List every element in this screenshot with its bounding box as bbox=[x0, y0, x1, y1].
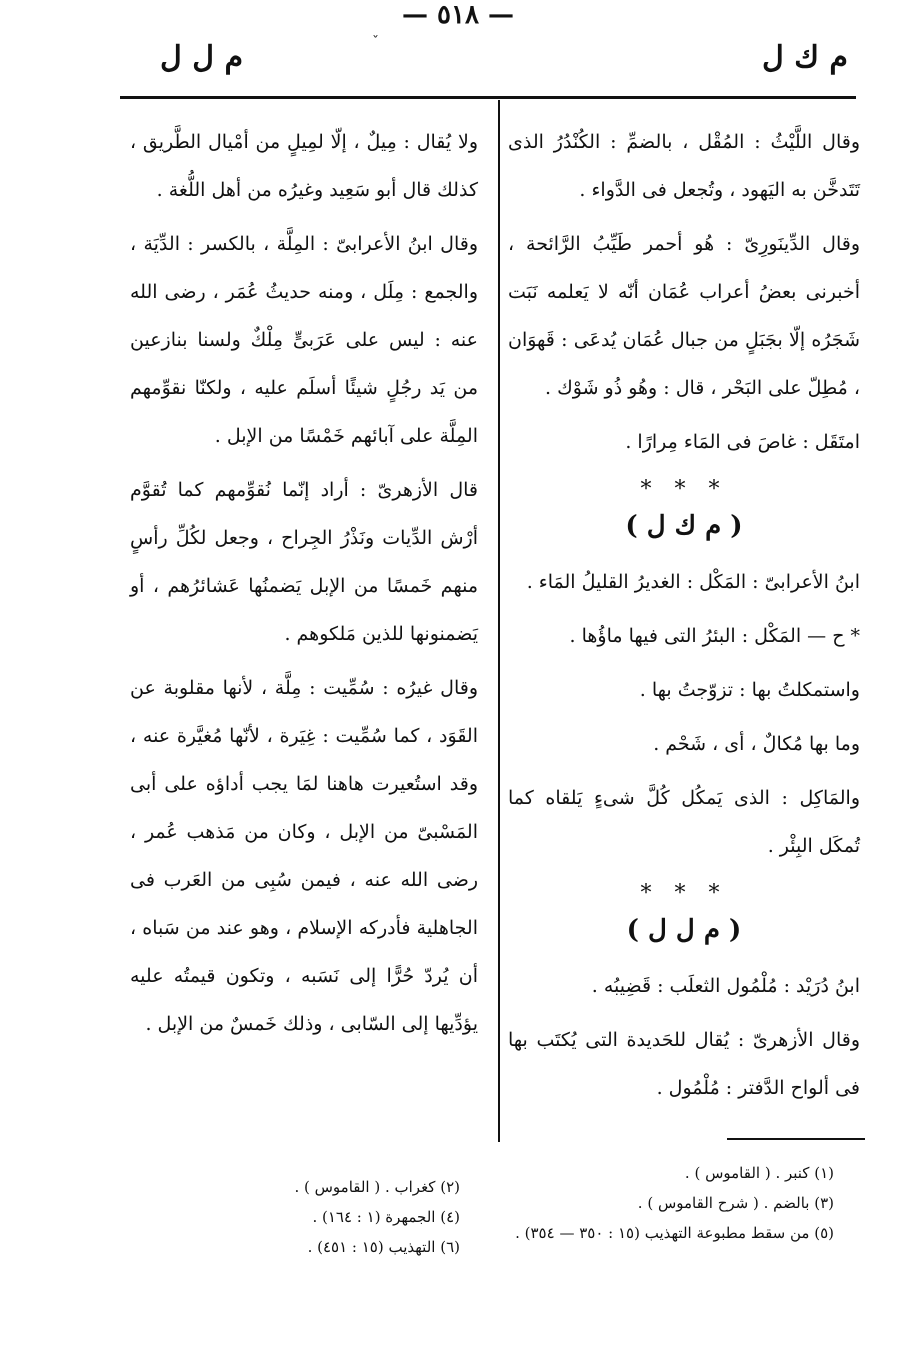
paragraph: وقال ابنُ الأعرابىّ : المِلَّة ، بالكسر : الدِّيَة ، والجمع : مِلَل ، ومنه حديثُ عُمَر ، رضى الله عنه : ليس على عَرَبىٍّ مِلْكٌ ولسنا بنازعين من يَد رجُلٍ شيئًا أسلَم عليه ، ولكنّا نقوِّمهم المِلَّة على آبائهم خَمْسًا من الإبل . bbox=[130, 233, 478, 447]
paragraph: ابنُ الأعرابىّ : المَكْل : الغديرُ القليلُ المَاء . bbox=[526, 571, 860, 593]
section-stars: * * * bbox=[640, 881, 728, 906]
paragraph: * ح — المَكْل : البئرُ التى فيها ماؤُها . bbox=[569, 625, 860, 647]
footnote: (٣) بالضم . ( شرح القاموس ) . bbox=[637, 1194, 834, 1212]
column-divider bbox=[498, 100, 500, 1142]
footnote: (١) كنبر . ( القاموس ) . bbox=[684, 1164, 834, 1182]
footnote: (٦) التهذيب (١٥ : ٤٥١) . bbox=[307, 1238, 460, 1256]
paragraph: واستمكلتُ بها : تزوّجتُ بها . bbox=[639, 679, 860, 701]
paragraph: وقال غيرُه : سُمِّيت : مِلَّة ، لأنها مقلوبة عن القَوَد ، كما سُمِّيت : غِيَرة ، لأنّها مُغيَّرة عنه ، وقد استُعيرت هاهنا لمَا يجب أداؤه على أبى المَسْبىّ من الإبل ، وكان من مَذهب عُمر ، رضى الله عنه ، فيمن سُبِى من العَرب فى الجاهلية فأدركه الإسلام ، وهو عند من سَباه ، أن يُردّ حُرًّا إلى نَسَبه ، وتكون قيمتُه عليه يؤدِّيها إلى السّابى ، وذلك خَمسٌ من الإبل . bbox=[130, 677, 478, 1035]
paragraph: وقال الأزهرىّ : يُقال للحَديدة التى يُكتَب بها فى ألواح الدَّفتر : مُلْمُول . bbox=[508, 1029, 860, 1099]
header-rule bbox=[120, 96, 856, 99]
footnote: (٥) من سقط مطبوعة التهذيب (١٥ : ٣٥٠ — ٣٥٤) . bbox=[515, 1224, 834, 1242]
footnotes-right bbox=[464, 1158, 834, 1248]
paragraph: والمَاكِل : الذى يَمكُل كُلَّ شىءٍ يَلقاه كما تُمكَل البِئْر . bbox=[508, 787, 860, 857]
entry-heading: ( م ك ل ) bbox=[625, 511, 743, 541]
page-number: — ٥١٨ — bbox=[401, 0, 515, 30]
footnote: (٤) الجمهرة (١ : ١٦٤) . bbox=[312, 1208, 460, 1226]
footnotes-left bbox=[160, 1172, 460, 1262]
stray-mark: ˇ bbox=[372, 34, 379, 50]
header-root-left: م ل ل bbox=[160, 40, 244, 75]
paragraph: قال الأزهرىّ : أراد إنّما نُقوِّمهم كما تُقوَّم أرْش الدِّيات ونَذْرُ الجِراح ، وجعل لكُلِّ رأسٍ منهم خَمسًا من الإبل يَضمنُها عَشائرُهم ، أو يَضمنونها للذين مَلكوهم . bbox=[130, 479, 478, 645]
right-column bbox=[508, 118, 860, 1118]
header-root-right: م ك ل bbox=[762, 40, 848, 75]
paragraph: ولا يُقال : مِيلٌ ، إلّا لمِيلٍ من أمْيال الطَّريق ، كذلك قال أبو سَعِيد وغيرُه من أهل اللُّغة . bbox=[130, 131, 478, 201]
paragraph: وما بها مُكالٌ ، أى ، شَحْم . bbox=[653, 733, 860, 755]
paragraph: امتَقَل : غاصَ فى المَاء مِرارًا . bbox=[625, 431, 860, 453]
footnote-rule bbox=[727, 1138, 865, 1140]
paragraph: ابنُ دُرَيْد : مُلْمُول الثعلَب : قَضِيبُه . bbox=[591, 975, 860, 997]
section-stars: * * * bbox=[640, 477, 728, 502]
entry-heading: ( م ل ل ) bbox=[626, 915, 742, 945]
paragraph: وقال الدِّينَورِىّ : هُو أحمر طَيِّبُ الرَّائحة ، أخبرنى بعضُ أعراب عُمَان أنّه لا يَعلمه نَبَت شَجَرُه إلّا بجَبَلٍ من جبال عُمَان يُدعَى : قَهوَان ، مُطِلّ على البَحْر ، قال : وهُو ذُو شَوْك . bbox=[508, 233, 860, 399]
left-column bbox=[130, 118, 478, 1054]
paragraph: وقال اللَّيْثُ : المُقْل ، بالضمِّ : الكُنْدُرُ الذى تَتَدخَّن به اليَهود ، وتُجعل فى الدَّواء . bbox=[508, 131, 860, 201]
footnote: (٢) كغراب . ( القاموس ) . bbox=[294, 1178, 460, 1196]
